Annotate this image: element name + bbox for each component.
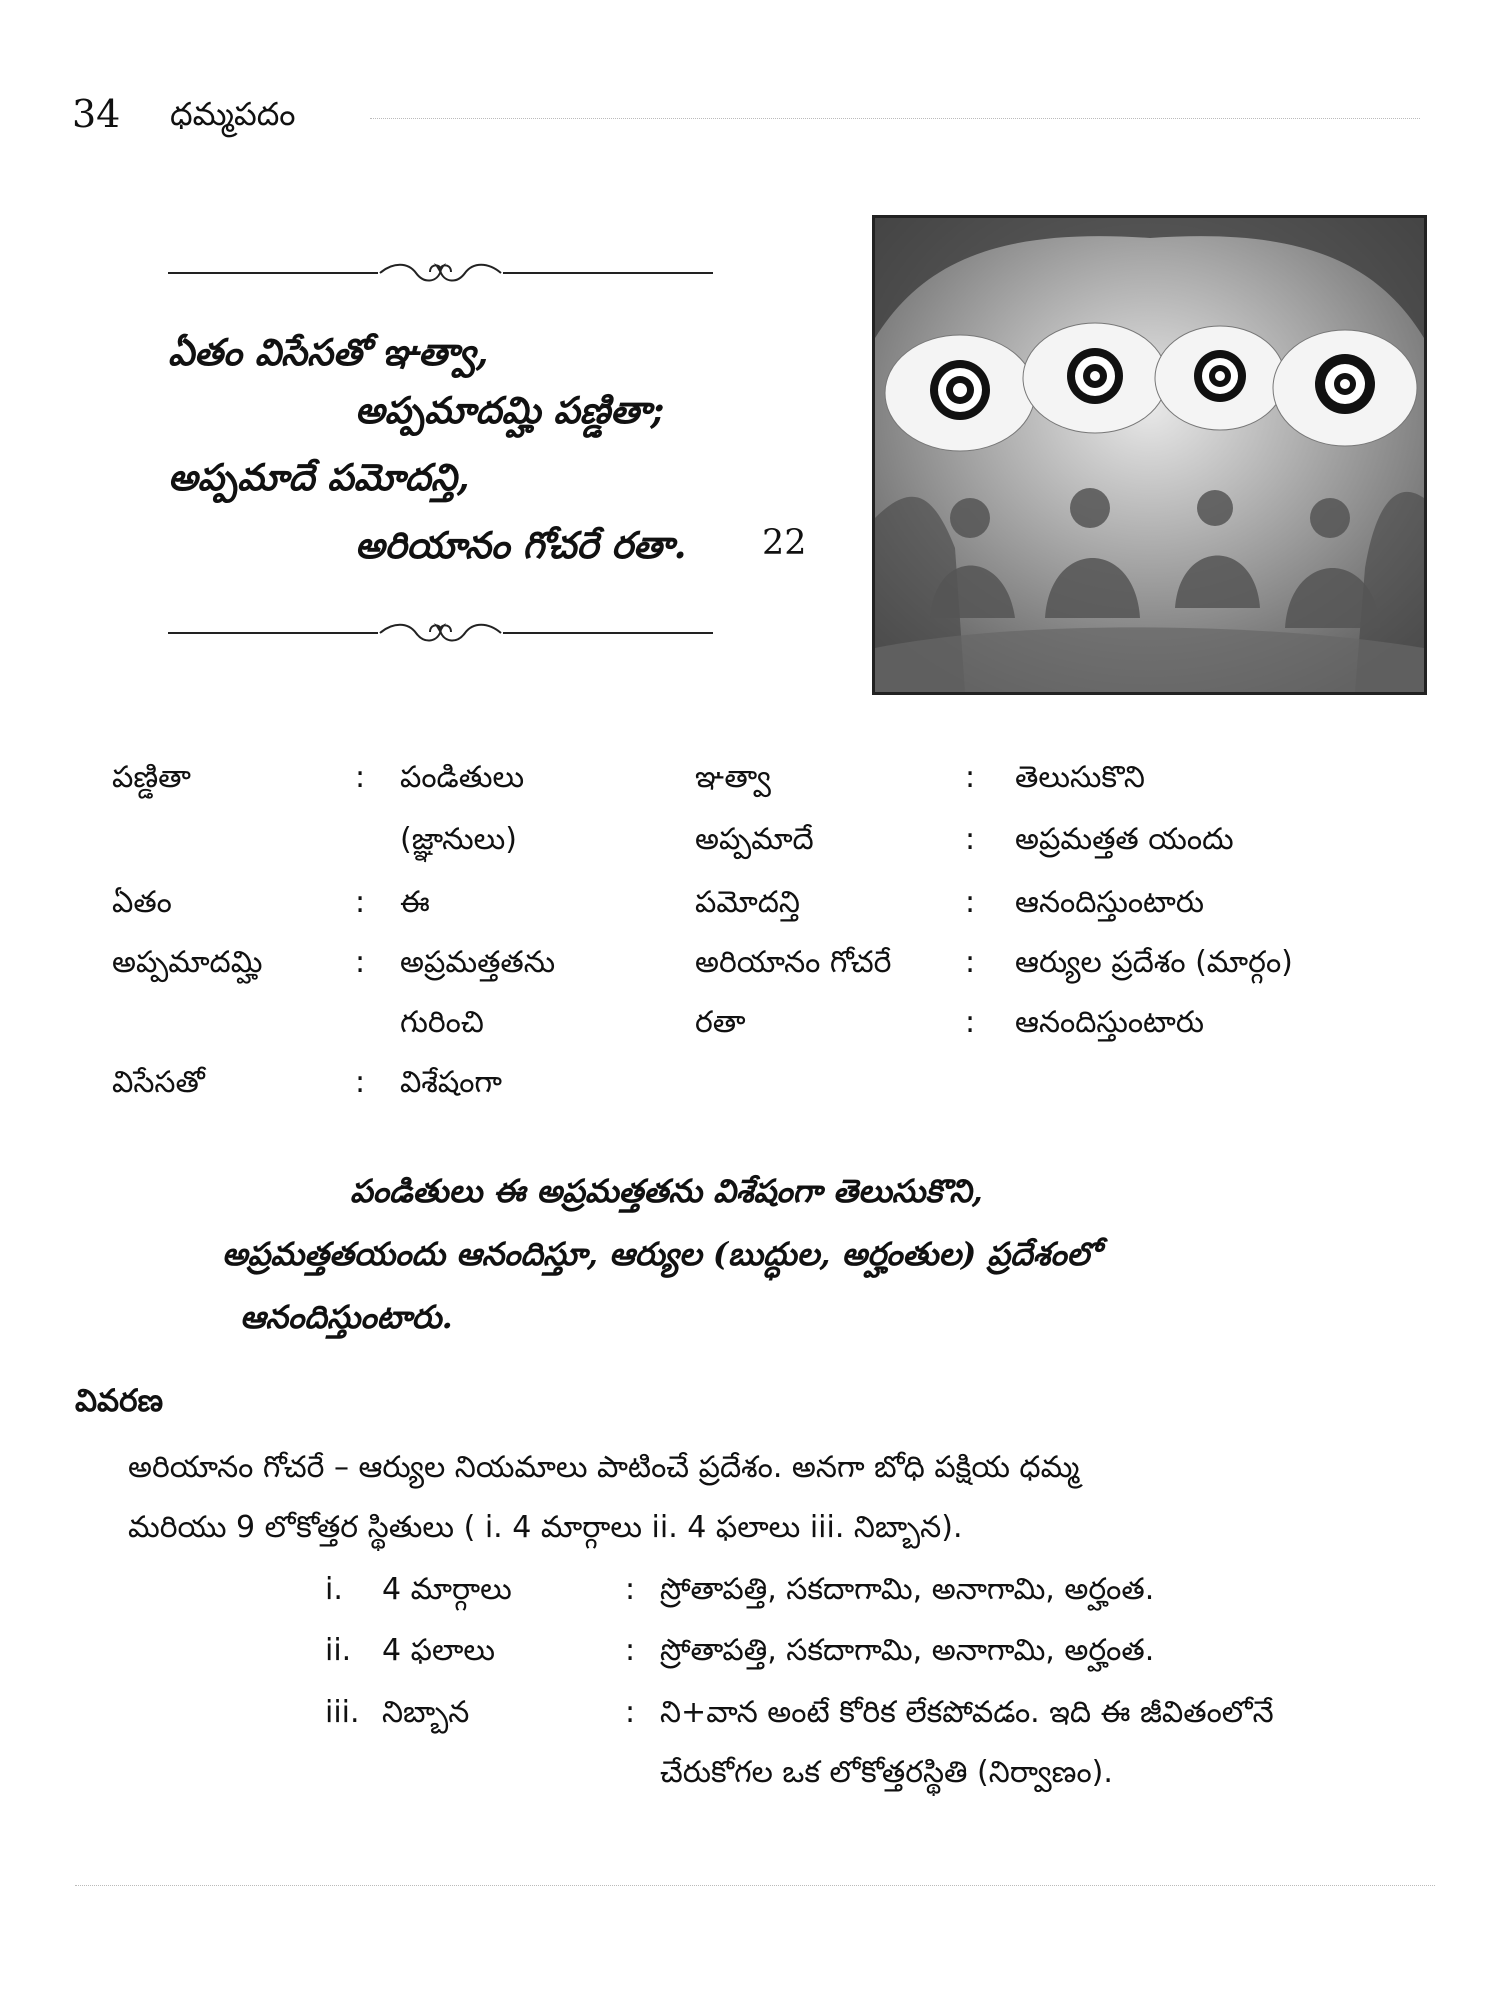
gloss-colon: : — [965, 945, 976, 980]
page-number: 34 — [72, 92, 121, 136]
list-label: 4 ఫలాలు — [382, 1633, 496, 1668]
gloss-meaning: ఆనందిస్తుంటారు — [1015, 885, 1204, 920]
gloss-meaning: ఆనందిస్తుంటారు — [1015, 1005, 1204, 1040]
translation-line-2: అప్రమత్తతయందు ఆనందిస్తూ, ఆర్యుల (బుద్ధుల, అర్హంతుల) ప్రదేశంలో — [222, 1235, 1100, 1273]
translation-line-1: పండితులు ఈ అప్రమత్తతను విశేషంగా తెలుసుకొని, — [350, 1172, 983, 1210]
gloss-colon: : — [355, 945, 366, 980]
ornament-divider-top — [168, 258, 713, 288]
verse-line-3: అప్పమాదే పమోదన్తి, — [168, 455, 470, 499]
gloss-term: అప్పమాదమ్హి — [112, 945, 263, 980]
list-text: స్రోతాపత్తి, సకదాగామి, అనాగామి, అర్హంత. — [660, 1572, 1155, 1607]
gloss-meaning: అప్రమత్తతను — [400, 945, 556, 980]
gloss-meaning: తెలుసుకొని — [1015, 760, 1145, 795]
list-label: నిబ్బాన — [382, 1695, 470, 1730]
list-text: ని+వాన అంటే కోరిక లేకపోవడం. ఇది ఈ జీవితంలోనే — [660, 1695, 1274, 1730]
thought-cloud-3 — [1155, 326, 1285, 430]
monks-meditation-illustration — [872, 215, 1427, 695]
header-rule — [370, 118, 1420, 119]
gloss-colon: : — [355, 885, 366, 920]
gloss-colon: : — [965, 885, 976, 920]
thought-cloud-1 — [885, 335, 1035, 451]
explanation-line-1: అరియానం గోచరే – ఆర్యుల నియమాలు పాటించే ప్రదేశం. అనగా బోధి పక్షియ ధమ్మ — [128, 1450, 1080, 1485]
gloss-meaning: అప్రమత్తత యందు — [1015, 822, 1234, 857]
gloss-term: విసేసతో — [112, 1065, 205, 1100]
section-heading: వివరణ — [75, 1383, 164, 1419]
gloss-colon: : — [355, 1065, 366, 1100]
thought-cloud-2 — [1023, 323, 1167, 433]
list-text: స్రోతాపత్తి, సకదాగామి, అనాగామి, అర్హంత. — [660, 1633, 1155, 1668]
gloss-colon: : — [965, 760, 976, 795]
gloss-colon: : — [965, 1005, 976, 1040]
translation-line-3: ఆనందిస్తుంటారు. — [240, 1298, 453, 1336]
gloss-meaning: ఆర్యుల ప్రదేశం (మార్గం) — [1015, 945, 1293, 980]
gloss-term: రతా — [695, 1005, 746, 1040]
gloss-term: ఏతం — [112, 885, 172, 920]
list-label: 4 మార్గాలు — [382, 1572, 512, 1607]
list-colon: : — [625, 1695, 636, 1730]
thought-cloud-4 — [1273, 330, 1417, 446]
footer-rule — [75, 1885, 1435, 1886]
ornament-divider-bottom — [168, 618, 713, 648]
gloss-meaning: పండితులు — [400, 760, 525, 795]
gloss-meaning: గురించి — [400, 1005, 484, 1040]
list-marker: ii. — [325, 1633, 352, 1668]
gloss-colon: : — [355, 760, 366, 795]
explanation-line-2: మరియు 9 లోకోత్తర స్థితులు ( i. 4 మార్గాలు ii. 4 ఫలాలు iii. నిబ్బాన). — [128, 1510, 963, 1545]
list-colon: : — [625, 1572, 636, 1607]
verse-line-4: అరియానం గోచరే రతా. — [355, 523, 687, 567]
list-colon: : — [625, 1633, 636, 1668]
gloss-term: అరియానం గోచరే — [695, 945, 892, 980]
gloss-term: పమోదన్తి — [695, 885, 800, 920]
list-marker: iii. — [325, 1695, 360, 1730]
gloss-colon: : — [965, 822, 976, 857]
verse-number: 22 — [762, 523, 807, 563]
verse-line-1: ఏతం విసేసతో ఞత్వా, — [168, 330, 489, 374]
gloss-term: పణ్డితా — [112, 760, 191, 795]
gloss-meaning: (జ్ఞానులు) — [400, 822, 517, 857]
verse-line-2: అప్పమాదమ్హి పణ్డితా; — [355, 388, 665, 432]
gloss-term: ఞత్వా — [695, 760, 771, 795]
gloss-meaning: ఈ — [400, 885, 430, 920]
book-title: ధమ్మపదం — [170, 95, 296, 133]
list-text-continuation: చేరుకోగల ఒక లోకోత్తరస్థితి (నిర్వాణం). — [660, 1755, 1113, 1790]
list-marker: i. — [325, 1572, 343, 1607]
gloss-meaning: విశేషంగా — [400, 1065, 503, 1100]
gloss-term: అప్పమాదే — [695, 822, 814, 857]
